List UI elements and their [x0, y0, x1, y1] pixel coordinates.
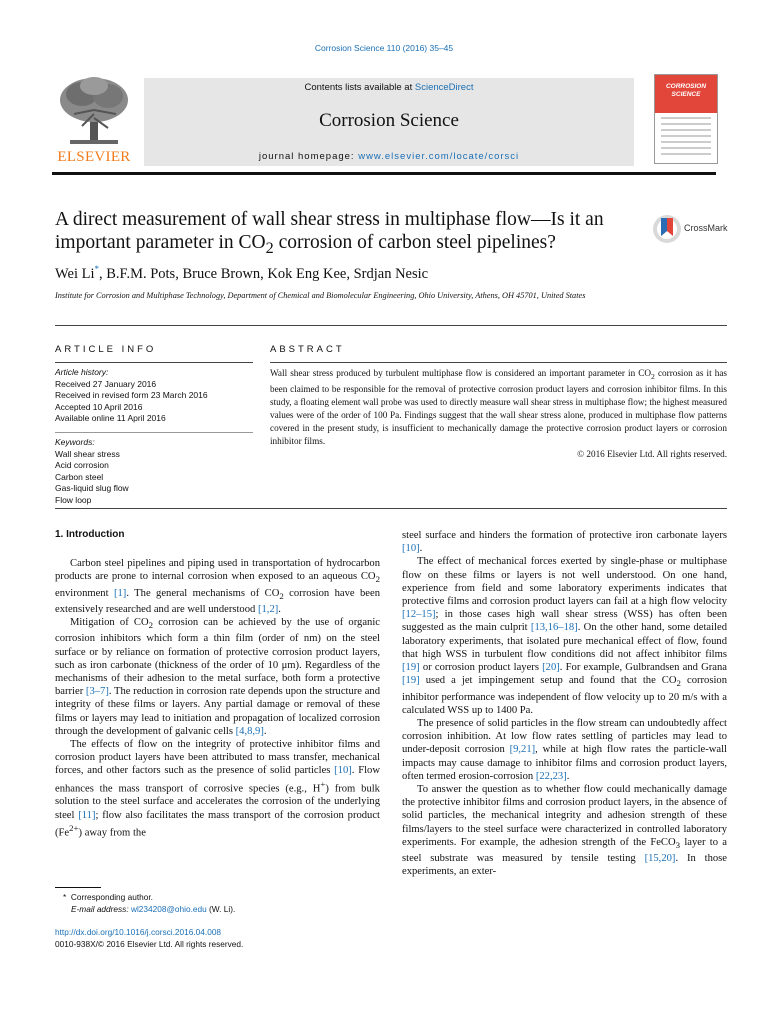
- abstract-subscript: 2: [651, 371, 655, 381]
- contents-prefix: Contents lists available at: [304, 82, 415, 93]
- footnote-rule: [55, 887, 101, 888]
- homepage-prefix: journal homepage:: [258, 151, 359, 162]
- first-author: Wei Li: [55, 265, 95, 282]
- crossmark-badge[interactable]: [652, 212, 734, 246]
- abstract-heading: ABSTRACT: [270, 344, 345, 355]
- author-affiliation: Institute for Corrosion and Multiphase Technology, Department of Chemical and Biomolecular Engineering, Ohio University, Athens, OH 45701, United States: [55, 291, 586, 300]
- paper-title-part1: A direct measurement of wall shear stress in multiphase flow—Is it an important parameter in CO: [55, 209, 604, 253]
- paragraph: The effects of flow on the integrity of protective inhibitor films and corrosion product layers have been attributed to mass transfer, mechanical forces, and other factors such as the presence of solid particles [10]. Flow enhances the mass transport of corrosive species (e.g., H+) from bulk solution to the steel surface and accelerates the corrosion of the underlying steel [11]; flow also facilitates the mass transport of the corrosion product $(Fe^{2+})$ away from the: [55, 738, 381, 839]
- article-info-heading: ARTICLE INFO: [55, 344, 157, 355]
- keyword-item: Gas-liquid slug flow: [55, 483, 129, 493]
- abstract-copyright: © 2016 Elsevier Ltd. All rights reserved.: [577, 448, 727, 459]
- elsevier-wordmark: ELSEVIER: [57, 149, 131, 165]
- citation-link[interactable]: [3–7]: [85, 686, 109, 698]
- contents-line: [144, 82, 634, 93]
- citation-link[interactable]: [4,8,9]: [235, 725, 264, 737]
- footnote-corresponding: * Corresponding author.: [63, 892, 153, 902]
- crossmark-icon: [652, 212, 682, 246]
- citation-link[interactable]: [10]: [334, 765, 352, 777]
- journal-cover-banner: [655, 75, 717, 113]
- keyword-item: Flow loop: [55, 494, 92, 505]
- homepage-line: [144, 151, 634, 162]
- journal-header-box: [144, 78, 634, 166]
- elsevier-logo: [52, 74, 136, 166]
- journal-masthead: [52, 74, 716, 166]
- journal-cover: [654, 74, 718, 164]
- keywords-block: [55, 437, 253, 506]
- paragraph: To answer the question as to whether flow could mechanically damage the protective inhibitor films and corrosion product layers, in the absence of solid particles, the mechanical integrity and adhesion strength of these films/layers to the steel surface were characterized in controlled laboratory experiments. For example, the adhesion strength of the FeCO$_3$ layer to a steel substrate was measured by tensile testing [15,20]. In those experiments, an exter-: [402, 783, 728, 878]
- keywords-rule: [55, 432, 253, 433]
- history-item: Accepted 10 April 2016: [55, 401, 143, 412]
- right-column: [402, 529, 727, 879]
- citation-link[interactable]: [10]: [402, 543, 420, 555]
- header-divider: [52, 172, 716, 175]
- history-item: Received 27 January 2016: [55, 378, 157, 389]
- history-item: Received in revised form 23 March 2016: [55, 390, 208, 400]
- crossmark-label: CrossMark: [684, 223, 728, 233]
- paragraph: The effect of mechanical forces exerted by single-phase or multiphase flow on these films or layers is not well understood. On one hand, experience from field and some laboratory experiments indicates that protective films and corrosion product layers can fail at a high flow velocity [12–15]; in those cases high wall shear stress (WSS) has often been suggested as the main culprit [13,16–18]. On the other hand, some detailed laboratory experiments, that isolated pure mechanical effect of flow, found that high WSS in turbulent flow conditions did not affect inhibitor films [19] or corrosion product layers [20]. For example, Gulbrandsen and Grana [19] used a jet impingement setup and found that the $CO_2$ corrosion inhibitor performance was independent of flow velocity up to 20 m/s with a calculated WSS up to 1400 Pa.: [402, 556, 728, 716]
- citation-link[interactable]: [11]: [78, 809, 96, 821]
- doi-link[interactable]: http://dx.doi.org/10.1016/j.corsci.2016.04.008: [55, 927, 222, 937]
- abstract-text: Wall shear stress produced by turbulent multiphase flow is considered an important parameter in CO: [270, 368, 652, 378]
- citation-link[interactable]: [20]: [542, 662, 560, 674]
- citation-link[interactable]: [13,16–18]: [530, 622, 578, 634]
- citation-link[interactable]: [19]: [402, 675, 420, 687]
- left-column: [55, 557, 380, 839]
- citation-link[interactable]: [1]: [113, 587, 127, 599]
- paper-title: [55, 208, 650, 260]
- paragraph: The presence of solid particles in the flow stream can undoubtedly affect corrosion inhibition. At low flow rates settling of particles may lead to under-deposit corrosion [9,21], while at high flow rates the particle-wall impacts may cause damage to inhibitor films and corrosion product layers, often termed erosion-corrosion [22,23].: [402, 717, 727, 782]
- keyword-item: Wall shear stress: [55, 448, 120, 459]
- abstract-text: corrosion as it has been claimed to be responsible for the removal of protective corrosion product layers and corrosion inhibitor films. In this study, a floating element wall probe was used to directly measure wall shear stress in multiphase flow; the highest measured values were of the order of 100 Pa. Findings suggest that the wall shear stress alone, produced in multiphase flow patterns covered in the present study, is insufficient to mechanically damage the protective corrosion product layers or corrosion inhibitor films.: [270, 368, 727, 446]
- paper-title-subscript: 2: [265, 238, 274, 257]
- paragraph: steel surface and hinders the formation of protective iron carbonate layers [10].: [402, 530, 727, 555]
- doi-block: [55, 927, 375, 950]
- introduction-heading: 1. Introduction: [55, 529, 125, 540]
- sciencedirect-link[interactable]: ScienceDirect: [414, 82, 474, 93]
- journal-cover-title: CORROSION SCIENCE: [665, 83, 707, 98]
- history-item: Available online 11 April 2016: [55, 413, 166, 423]
- title-divider: [55, 325, 727, 326]
- citation-link[interactable]: [15,20]: [644, 853, 676, 865]
- history-label: Article history:: [55, 367, 109, 377]
- citation-link[interactable]: [19]: [402, 662, 420, 674]
- citation-link[interactable]: [9,21]: [509, 744, 536, 756]
- article-info-rule: [55, 362, 253, 363]
- elsevier-tree-icon: [52, 74, 136, 148]
- journal-cover-lines: [661, 117, 711, 159]
- corresponding-author-mark[interactable]: *: [94, 264, 99, 274]
- paper-title-part2: corrosion of carbon steel pipelines?: [273, 232, 556, 253]
- citation-link[interactable]: [1,2]: [257, 603, 279, 615]
- homepage-link[interactable]: www.elsevier.com/locate/corsci: [358, 151, 520, 162]
- keyword-item: Acid corrosion: [55, 460, 109, 470]
- keywords-label: Keywords:: [55, 437, 95, 447]
- footnote: [55, 892, 375, 915]
- abstract-bottom-divider: [55, 508, 727, 509]
- email-link[interactable]: wl234208@ohio.edu: [130, 903, 207, 914]
- footnote-email: E-mail address: wl234208@ohio.edu (W. Li).: [71, 903, 236, 914]
- abstract-body: [270, 367, 727, 461]
- paragraph: Mitigation of $CO_2$ corrosion can be achieved by the use of organic corrosion inhibitors which form a thin film (order of nm) on the steel surface or by reliance on formation of protective corrosion product layers, such as iron carbonate (thickness of the order of 10 μm). Regardless of the mechanisms of their adhesion to the metal surface, both form a protective barrier [3–7]. The reduction in corrosion rate depends upon the structure and integrity of these films or layers. Any partial damage or removal of these films or layers may lead to initiation and propagation of localized corrosion through the development of galvanic cells [4,8,9].: [55, 617, 380, 737]
- other-authors: , B.F.M. Pots, Bruce Brown, Kok Eng Kee, Srdjan Nesic: [99, 265, 429, 282]
- keyword-item: Carbon steel: [55, 471, 104, 482]
- citation-link[interactable]: [12–15]: [402, 609, 436, 621]
- abstract-rule: [270, 362, 727, 363]
- journal-citation-link[interactable]: Corrosion Science 110 (2016) 35–45: [314, 43, 454, 53]
- author-list: [55, 264, 428, 283]
- citation-link[interactable]: [22,23]: [535, 770, 567, 782]
- paragraph: Carbon steel pipelines and piping used in transportation of hydrocarbon products are prone to internal corrosion when exposed to an aqueous $CO_2$ environment [1]. The general mechanisms of $CO_2$ corrosion have been extensively researched and are well understood [1,2].: [55, 558, 381, 615]
- journal-title: Corrosion Science: [319, 110, 459, 131]
- article-history: [55, 367, 253, 425]
- issn-line: 0010-938X/© 2016 Elsevier Ltd. All rights reserved.: [55, 938, 244, 949]
